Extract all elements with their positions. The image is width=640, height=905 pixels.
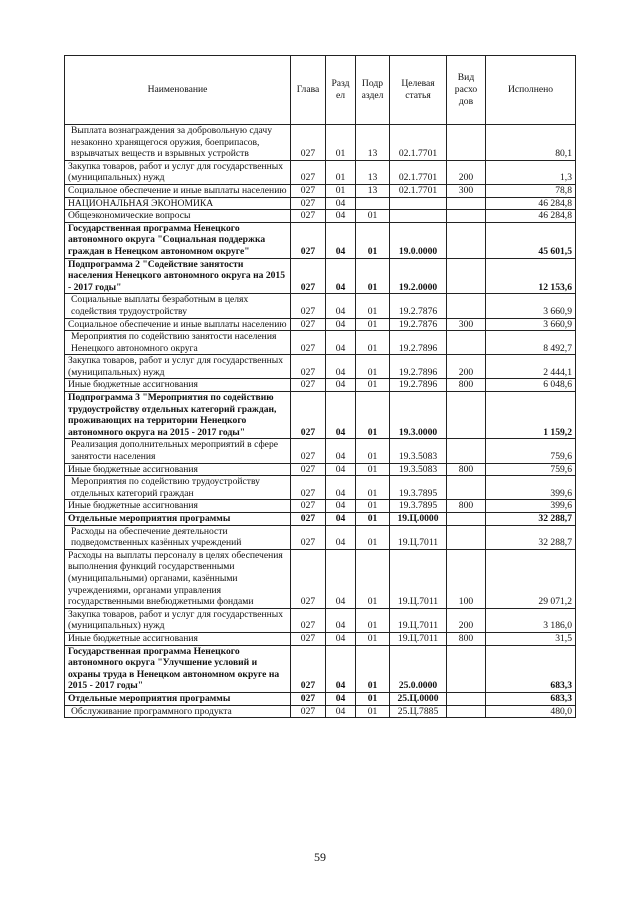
cell-podrazdel: 01: [356, 331, 390, 355]
cell-target: 19.3.5083: [390, 463, 447, 476]
cell-vid: [447, 197, 486, 210]
cell-name: Закупка товаров, работ и услуг для государственных (муниципальных) нужд: [65, 608, 291, 632]
cell-glava: 027: [291, 439, 326, 463]
cell-target: 02.1.7701: [390, 160, 447, 184]
cell-razdel: 04: [326, 476, 356, 500]
table-row: [65, 476, 576, 500]
cell-razdel: 04: [326, 258, 356, 294]
cell-executed: 2 444,1: [486, 355, 576, 379]
cell-target: 19.Ц.7011: [390, 608, 447, 632]
cell-vid: [447, 210, 486, 223]
cell-vid: [447, 392, 486, 439]
cell-podrazdel: 01: [356, 210, 390, 223]
cell-vid: 800: [447, 463, 486, 476]
cell-executed: 46 284,8: [486, 197, 576, 210]
cell-razdel: 04: [326, 463, 356, 476]
cell-glava: 027: [291, 705, 326, 718]
cell-razdel: 04: [326, 355, 356, 379]
cell-podrazdel: 01: [356, 439, 390, 463]
cell-razdel: 01: [326, 125, 356, 161]
cell-podrazdel: 01: [356, 513, 390, 526]
cell-razdel: 04: [326, 331, 356, 355]
cell-vid: 200: [447, 160, 486, 184]
cell-razdel: 04: [326, 608, 356, 632]
cell-glava: 027: [291, 608, 326, 632]
cell-target: 25.Ц.0000: [390, 692, 447, 705]
cell-razdel: 04: [326, 197, 356, 210]
cell-razdel: 04: [326, 318, 356, 331]
cell-glava: 027: [291, 692, 326, 705]
cell-glava: 027: [291, 525, 326, 549]
cell-name: Иные бюджетные ассигнования: [65, 463, 291, 476]
cell-executed: 683,3: [486, 692, 576, 705]
cell-target: 19.0.0000: [390, 222, 447, 258]
cell-glava: 027: [291, 222, 326, 258]
cell-vid: 200: [447, 608, 486, 632]
header-razdel: Разд ел: [326, 56, 356, 125]
cell-podrazdel: 01: [356, 645, 390, 692]
cell-executed: 29 071,2: [486, 549, 576, 608]
cell-target: 19.2.7876: [390, 318, 447, 331]
cell-glava: 027: [291, 160, 326, 184]
cell-podrazdel: 01: [356, 463, 390, 476]
cell-vid: [447, 705, 486, 718]
cell-podrazdel: 01: [356, 705, 390, 718]
cell-podrazdel: 01: [356, 379, 390, 392]
table-row: [65, 331, 576, 355]
cell-podrazdel: 01: [356, 318, 390, 331]
cell-razdel: 04: [326, 549, 356, 608]
cell-target: 19.2.7896: [390, 379, 447, 392]
cell-name: Реализация дополнительных мероприятий в сфере занятости населения: [65, 439, 291, 463]
cell-podrazdel: 01: [356, 258, 390, 294]
header-glava: Глава: [291, 56, 326, 125]
cell-executed: 480,0: [486, 705, 576, 718]
cell-target: 02.1.7701: [390, 125, 447, 161]
cell-name: Иные бюджетные ассигнования: [65, 500, 291, 513]
cell-razdel: 04: [326, 513, 356, 526]
cell-razdel: 04: [326, 692, 356, 705]
cell-vid: [447, 525, 486, 549]
cell-vid: 200: [447, 355, 486, 379]
cell-target: 25.Ц.7885: [390, 705, 447, 718]
cell-glava: 027: [291, 513, 326, 526]
cell-executed: 45 601,5: [486, 222, 576, 258]
cell-vid: 300: [447, 318, 486, 331]
cell-executed: 399,6: [486, 476, 576, 500]
cell-vid: [447, 125, 486, 161]
cell-name: Закупка товаров, работ и услуг для государственных (муниципальных) нужд: [65, 160, 291, 184]
cell-razdel: 04: [326, 222, 356, 258]
cell-target: 19.3.5083: [390, 439, 447, 463]
cell-target: 19.3.7895: [390, 500, 447, 513]
cell-name: Расходы на выплаты персоналу в целях обеспечения выполнения функций государственными (муниципальными) органами, казёнными учреждениями, органами управления государственными внебюджетными фондами: [65, 549, 291, 608]
cell-target: 19.2.7876: [390, 294, 447, 318]
cell-name: Расходы на обеспечение деятельности подведомственных казённых учреждений: [65, 525, 291, 549]
cell-executed: 8 492,7: [486, 331, 576, 355]
cell-podrazdel: 01: [356, 549, 390, 608]
cell-executed: 3 660,9: [486, 294, 576, 318]
cell-podrazdel: [356, 197, 390, 210]
cell-name: Мероприятия по содействию занятости населения Ненецкого автономного округа: [65, 331, 291, 355]
table-row: [65, 525, 576, 549]
cell-podrazdel: 01: [356, 294, 390, 318]
cell-glava: 027: [291, 184, 326, 197]
cell-executed: 78,8: [486, 184, 576, 197]
cell-podrazdel: 01: [356, 476, 390, 500]
cell-podrazdel: 01: [356, 608, 390, 632]
cell-target: 19.2.7896: [390, 355, 447, 379]
cell-name: Социальное обеспечение и иные выплаты населению: [65, 184, 291, 197]
cell-executed: 31,5: [486, 632, 576, 645]
cell-name: Государственная программа Ненецкого автономного округа "Улучшение условий и охраны труда в Ненецком автономном округе на 2015 - 2017 годы": [65, 645, 291, 692]
cell-name: Государственная программа Ненецкого автономного округа "Социальная поддержка граждан в Ненецком автономном округе": [65, 222, 291, 258]
cell-target: 19.Ц.7011: [390, 549, 447, 608]
table-body: [65, 125, 576, 718]
cell-name: Мероприятия по содействию трудоустройству отдельных категорий граждан: [65, 476, 291, 500]
cell-razdel: 04: [326, 500, 356, 513]
cell-vid: [447, 331, 486, 355]
cell-vid: 800: [447, 500, 486, 513]
budget-table: [64, 55, 576, 718]
cell-executed: 683,3: [486, 645, 576, 692]
cell-name: НАЦИОНАЛЬНАЯ ЭКОНОМИКА: [65, 197, 291, 210]
cell-vid: 800: [447, 632, 486, 645]
cell-glava: 027: [291, 500, 326, 513]
cell-name: Подпрограмма 3 "Мероприятия по содействию трудоустройству отдельных категорий граждан, проживающих на территории Ненецкого автономного округа на 2015 - 2017 годы": [65, 392, 291, 439]
cell-podrazdel: 13: [356, 160, 390, 184]
table-row: [65, 318, 576, 331]
table-row: [65, 197, 576, 210]
table-row: [65, 125, 576, 161]
cell-glava: 027: [291, 125, 326, 161]
cell-executed: 32 288,7: [486, 513, 576, 526]
table-row: [65, 439, 576, 463]
cell-podrazdel: 01: [356, 525, 390, 549]
cell-razdel: 04: [326, 439, 356, 463]
cell-glava: 027: [291, 258, 326, 294]
cell-executed: 1 159,2: [486, 392, 576, 439]
cell-name: Социальное обеспечение и иные выплаты населению: [65, 318, 291, 331]
cell-target: 02.1.7701: [390, 184, 447, 197]
cell-razdel: 04: [326, 705, 356, 718]
cell-glava: 027: [291, 294, 326, 318]
cell-glava: 027: [291, 476, 326, 500]
table-row: [65, 355, 576, 379]
cell-podrazdel: 01: [356, 500, 390, 513]
cell-vid: [447, 513, 486, 526]
cell-executed: 759,6: [486, 463, 576, 476]
cell-vid: 300: [447, 184, 486, 197]
table-row: [65, 463, 576, 476]
table-row: [65, 549, 576, 608]
table-row: [65, 692, 576, 705]
cell-podrazdel: 01: [356, 355, 390, 379]
cell-target: 19.2.0000: [390, 258, 447, 294]
cell-name: Социальные выплаты безработным в целях содействия трудоустройству: [65, 294, 291, 318]
cell-name: Иные бюджетные ассигнования: [65, 632, 291, 645]
cell-razdel: 04: [326, 645, 356, 692]
cell-glava: 027: [291, 392, 326, 439]
cell-razdel: 04: [326, 632, 356, 645]
cell-vid: [447, 258, 486, 294]
cell-name: Иные бюджетные ассигнования: [65, 379, 291, 392]
table-row: [65, 705, 576, 718]
cell-executed: 3 186,0: [486, 608, 576, 632]
table-row: [65, 500, 576, 513]
cell-name: Закупка товаров, работ и услуг для государственных (муниципальных) нужд: [65, 355, 291, 379]
table-row: [65, 392, 576, 439]
cell-executed: 80,1: [486, 125, 576, 161]
table-row: [65, 608, 576, 632]
cell-glava: 027: [291, 549, 326, 608]
cell-razdel: 04: [326, 294, 356, 318]
cell-vid: [447, 439, 486, 463]
cell-razdel: 01: [326, 160, 356, 184]
cell-name: Отдельные мероприятия программы: [65, 513, 291, 526]
cell-glava: 027: [291, 645, 326, 692]
cell-razdel: 04: [326, 525, 356, 549]
header-podrazdel: Подр аздел: [356, 56, 390, 125]
header-executed: Исполнено: [486, 56, 576, 125]
table-row: [65, 222, 576, 258]
cell-glava: 027: [291, 197, 326, 210]
cell-razdel: 01: [326, 184, 356, 197]
cell-name: Выплата вознаграждения за добровольную сдачу незаконно хранящегося оружия, боеприпасов, взрывчатых веществ и взрывных устройств: [65, 125, 291, 161]
table-row: [65, 379, 576, 392]
cell-target: [390, 210, 447, 223]
table-row: [65, 513, 576, 526]
cell-podrazdel: 01: [356, 632, 390, 645]
cell-vid: [447, 222, 486, 258]
cell-vid: 800: [447, 379, 486, 392]
table-row: [65, 632, 576, 645]
cell-target: 19.3.7895: [390, 476, 447, 500]
cell-razdel: 04: [326, 210, 356, 223]
cell-glava: 027: [291, 210, 326, 223]
cell-executed: 12 153,6: [486, 258, 576, 294]
table-row: [65, 184, 576, 197]
cell-glava: 027: [291, 355, 326, 379]
cell-executed: 399,6: [486, 500, 576, 513]
cell-executed: 3 660,9: [486, 318, 576, 331]
cell-executed: 32 288,7: [486, 525, 576, 549]
cell-target: 19.2.7896: [390, 331, 447, 355]
cell-podrazdel: 01: [356, 392, 390, 439]
cell-target: 19.3.0000: [390, 392, 447, 439]
cell-name: Подпрограмма 2 "Содействие занятости населения Ненецкого автономного округа на 2015 - 2017 годы": [65, 258, 291, 294]
cell-executed: 46 284,8: [486, 210, 576, 223]
header-target: Целевая статья: [390, 56, 447, 125]
cell-target: [390, 197, 447, 210]
cell-target: 19.Ц.7011: [390, 525, 447, 549]
cell-vid: [447, 645, 486, 692]
cell-name: Общеэкономические вопросы: [65, 210, 291, 223]
cell-razdel: 04: [326, 379, 356, 392]
header-name: Наименование: [65, 56, 291, 125]
cell-target: 19.Ц.7011: [390, 632, 447, 645]
table-row: [65, 210, 576, 223]
cell-podrazdel: 01: [356, 692, 390, 705]
cell-glava: 027: [291, 379, 326, 392]
cell-vid: [447, 476, 486, 500]
cell-glava: 027: [291, 463, 326, 476]
cell-name: Обслуживание программного продукта: [65, 705, 291, 718]
cell-podrazdel: 01: [356, 222, 390, 258]
cell-vid: 100: [447, 549, 486, 608]
cell-podrazdel: 13: [356, 184, 390, 197]
cell-vid: [447, 294, 486, 318]
table-header: [65, 56, 576, 125]
cell-glava: 027: [291, 318, 326, 331]
cell-executed: 6 048,6: [486, 379, 576, 392]
cell-name: Отдельные мероприятия программы: [65, 692, 291, 705]
header-vid: Вид расхо дов: [447, 56, 486, 125]
cell-executed: 1,3: [486, 160, 576, 184]
cell-vid: [447, 692, 486, 705]
cell-glava: 027: [291, 331, 326, 355]
cell-executed: 759,6: [486, 439, 576, 463]
table-row: [65, 160, 576, 184]
cell-glava: 027: [291, 632, 326, 645]
table-row: [65, 258, 576, 294]
table-row: [65, 294, 576, 318]
table-row: [65, 645, 576, 692]
cell-razdel: 04: [326, 392, 356, 439]
cell-target: 19.Ц.0000: [390, 513, 447, 526]
cell-target: 25.0.0000: [390, 645, 447, 692]
cell-podrazdel: 13: [356, 125, 390, 161]
page-number: 59: [314, 850, 326, 864]
